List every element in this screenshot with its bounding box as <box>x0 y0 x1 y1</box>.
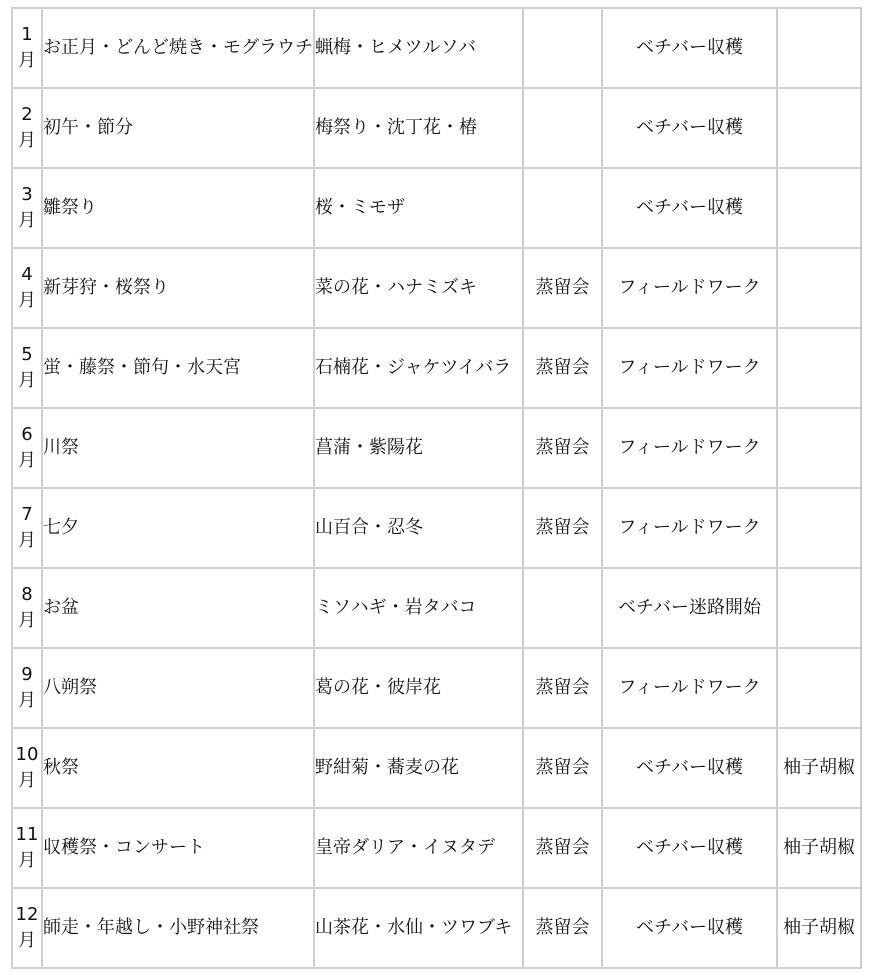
flower-cell: 山百合・忍冬 <box>315 489 524 569</box>
work-cell: フィールドワーク <box>603 649 778 729</box>
month-number: 6 <box>21 424 33 445</box>
month-number: 4 <box>21 264 33 285</box>
table-row <box>13 489 862 569</box>
club-cell <box>524 9 603 89</box>
month-unit: 月 <box>18 770 36 791</box>
product-cell <box>778 569 862 649</box>
work-cell: ベチバー迷路開始 <box>603 569 778 649</box>
product-cell: 柚子胡椒 <box>778 729 862 809</box>
table-row <box>13 649 862 729</box>
month-cell <box>13 169 43 249</box>
work-cell: フィールドワーク <box>603 249 778 329</box>
product-cell <box>778 649 862 729</box>
table-row <box>13 9 862 89</box>
flower-cell: 葛の花・彼岸花 <box>315 649 524 729</box>
event-cell: お盆 <box>43 569 315 649</box>
month-cell <box>13 889 43 969</box>
club-cell: 蒸留会 <box>524 809 603 889</box>
month-cell <box>13 249 43 329</box>
club-cell: 蒸留会 <box>524 409 603 489</box>
event-cell: 収穫祭・コンサート <box>43 809 315 889</box>
event-cell: 師走・年越し・小野神社祭 <box>43 889 315 969</box>
table-row <box>13 89 862 169</box>
month-number: 8 <box>21 584 33 605</box>
month-number: 5 <box>21 344 33 365</box>
club-cell <box>524 89 603 169</box>
month-number: 10 <box>15 744 39 765</box>
event-cell: 川祭 <box>43 409 315 489</box>
month-cell <box>13 89 43 169</box>
club-cell: 蒸留会 <box>524 729 603 809</box>
month-number: 1 <box>21 24 33 45</box>
work-cell: ベチバー収穫 <box>603 809 778 889</box>
month-unit: 月 <box>18 930 36 951</box>
club-cell <box>524 569 603 649</box>
month-unit: 月 <box>18 610 36 631</box>
month-unit: 月 <box>18 530 36 551</box>
month-number: 9 <box>21 664 33 685</box>
month-unit: 月 <box>18 450 36 471</box>
month-cell <box>13 489 43 569</box>
month-cell <box>13 649 43 729</box>
club-cell: 蒸留会 <box>524 489 603 569</box>
event-cell: 雛祭り <box>43 169 315 249</box>
month-number: 11 <box>15 824 39 845</box>
product-cell: 柚子胡椒 <box>778 889 862 969</box>
month-unit: 月 <box>18 690 36 711</box>
month-cell <box>13 409 43 489</box>
flower-cell: 梅祭り・沈丁花・椿 <box>315 89 524 169</box>
product-cell <box>778 169 862 249</box>
product-cell <box>778 89 862 169</box>
work-cell: フィールドワーク <box>603 489 778 569</box>
table-row <box>13 809 862 889</box>
calendar-sheet <box>11 7 862 969</box>
club-cell: 蒸留会 <box>524 889 603 969</box>
flower-cell: 蝋梅・ヒメツルソバ <box>315 9 524 89</box>
table-row <box>13 169 862 249</box>
month-cell <box>13 809 43 889</box>
month-unit: 月 <box>18 50 36 71</box>
table-row <box>13 329 862 409</box>
month-number: 3 <box>21 184 33 205</box>
flower-cell: 石楠花・ジャケツイバラ <box>315 329 524 409</box>
table-row <box>13 569 862 649</box>
flower-cell: 菜の花・ハナミズキ <box>315 249 524 329</box>
product-cell <box>778 329 862 409</box>
month-cell <box>13 9 43 89</box>
club-cell: 蒸留会 <box>524 649 603 729</box>
annual-calendar-table <box>11 7 862 969</box>
month-unit: 月 <box>18 370 36 391</box>
flower-cell: 桜・ミモザ <box>315 169 524 249</box>
flower-cell: 山茶花・水仙・ツワブキ <box>315 889 524 969</box>
work-cell: ベチバー収穫 <box>603 729 778 809</box>
work-cell: ベチバー収穫 <box>603 9 778 89</box>
club-cell: 蒸留会 <box>524 249 603 329</box>
month-cell <box>13 729 43 809</box>
flower-cell: 野紺菊・蕎麦の花 <box>315 729 524 809</box>
flower-cell: 皇帝ダリア・イヌタデ <box>315 809 524 889</box>
work-cell: ベチバー収穫 <box>603 89 778 169</box>
month-number: 2 <box>21 104 33 125</box>
month-unit: 月 <box>18 290 36 311</box>
table-row <box>13 249 862 329</box>
event-cell: 秋祭 <box>43 729 315 809</box>
product-cell <box>778 9 862 89</box>
month-number: 7 <box>21 504 33 525</box>
flower-cell: ミソハギ・岩タバコ <box>315 569 524 649</box>
work-cell: ベチバー収穫 <box>603 169 778 249</box>
month-unit: 月 <box>18 210 36 231</box>
table-row <box>13 889 862 969</box>
month-cell <box>13 329 43 409</box>
event-cell: お正月・どんど焼き・モグラウチ <box>43 9 315 89</box>
product-cell <box>778 249 862 329</box>
work-cell: フィールドワーク <box>603 409 778 489</box>
product-cell <box>778 489 862 569</box>
work-cell: フィールドワーク <box>603 329 778 409</box>
event-cell: 新芽狩・桜祭り <box>43 249 315 329</box>
club-cell <box>524 169 603 249</box>
event-cell: 八朔祭 <box>43 649 315 729</box>
work-cell: ベチバー収穫 <box>603 889 778 969</box>
event-cell: 七夕 <box>43 489 315 569</box>
month-cell <box>13 569 43 649</box>
month-unit: 月 <box>18 850 36 871</box>
product-cell: 柚子胡椒 <box>778 809 862 889</box>
event-cell: 初午・節分 <box>43 89 315 169</box>
table-row <box>13 409 862 489</box>
event-cell: 蛍・藤祭・節句・水天宮 <box>43 329 315 409</box>
month-number: 12 <box>15 904 39 925</box>
month-unit: 月 <box>18 130 36 151</box>
club-cell: 蒸留会 <box>524 329 603 409</box>
calendar-body <box>13 9 862 969</box>
product-cell <box>778 409 862 489</box>
flower-cell: 菖蒲・紫陽花 <box>315 409 524 489</box>
table-row <box>13 729 862 809</box>
